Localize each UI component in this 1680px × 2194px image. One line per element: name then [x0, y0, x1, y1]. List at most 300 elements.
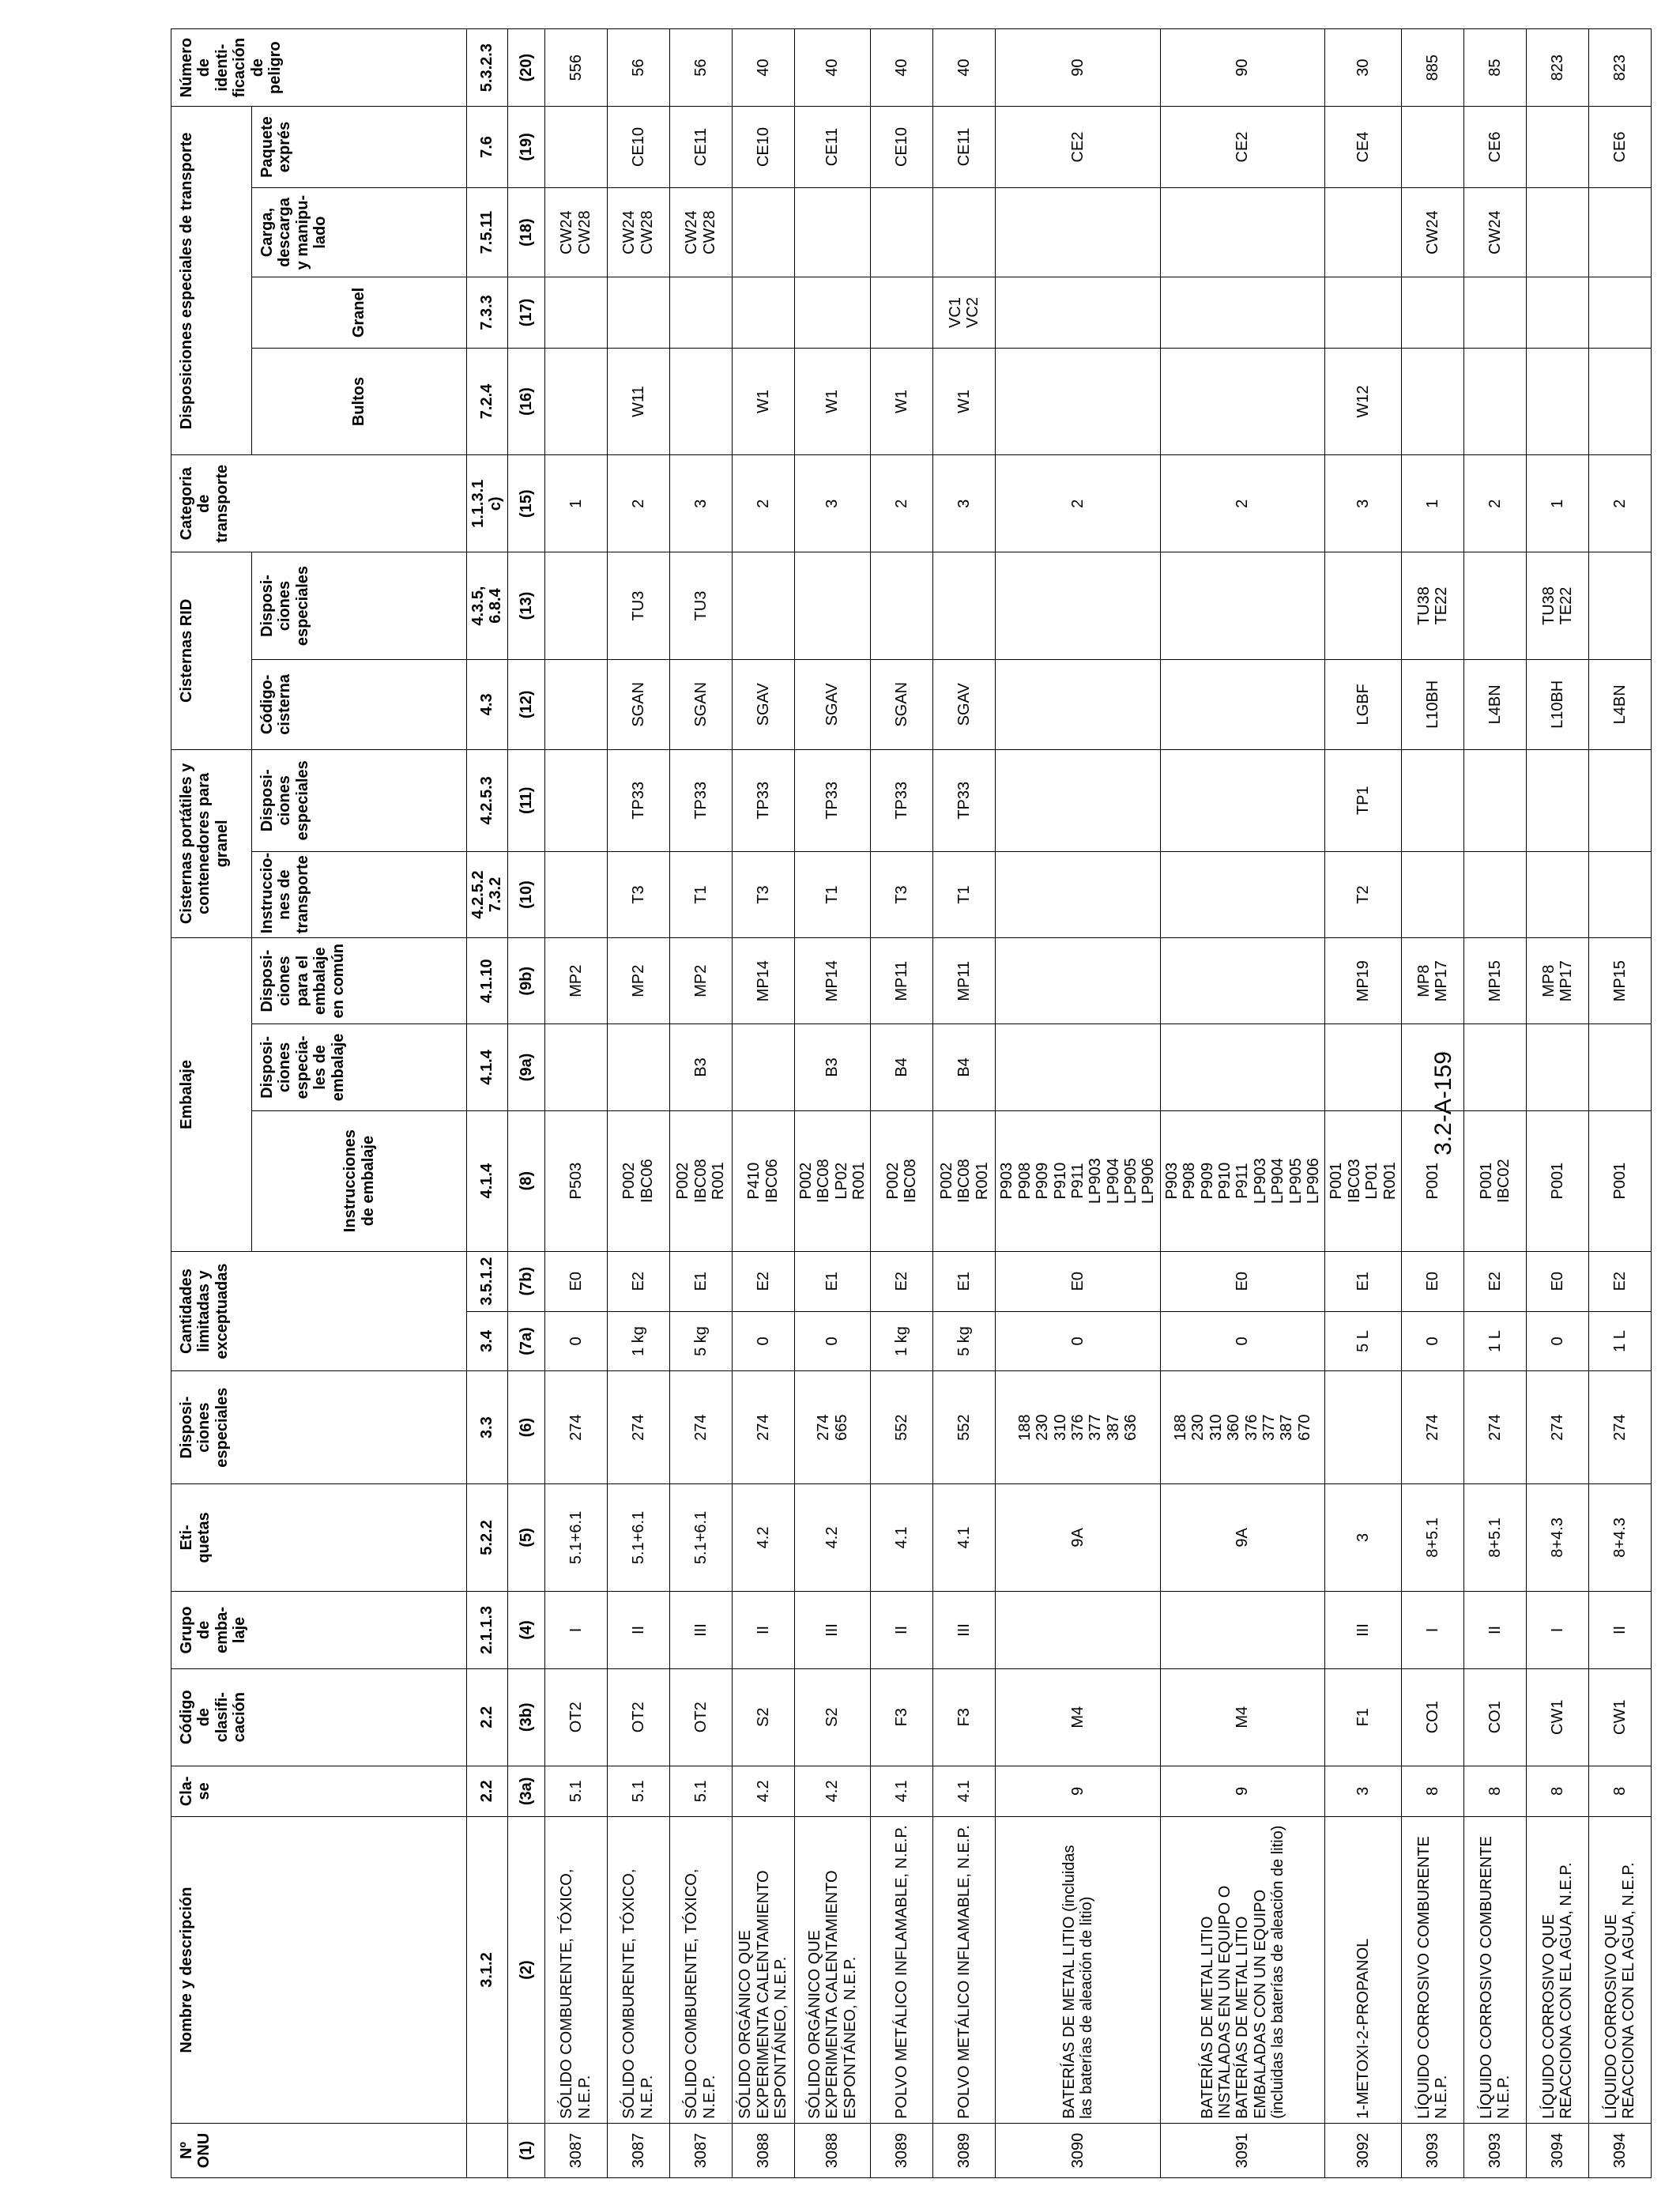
- table-cell: CO1: [1463, 1668, 1526, 1766]
- table-cell: P002 IBC08 R001: [933, 1110, 996, 1251]
- column-number-cell: (3a): [507, 1766, 544, 1817]
- table-cell: 9A: [996, 1483, 1161, 1591]
- table-cell: 8: [1463, 1766, 1526, 1817]
- header-clase: Cla- se: [171, 1766, 467, 1817]
- header-categoria: Categoria de transporte: [171, 455, 467, 552]
- table-cell: [1160, 552, 1325, 660]
- table-cell: [996, 277, 1161, 348]
- table-cell: TU38 TE22: [1526, 552, 1588, 660]
- table-cell: B3: [669, 1024, 732, 1110]
- table-cell: 4.2: [732, 1483, 794, 1591]
- column-number-cell: (11): [507, 749, 544, 851]
- table-cell: [732, 277, 794, 348]
- column-number-cell: (17): [507, 277, 544, 348]
- table-cell: 90: [1160, 29, 1325, 107]
- table-cell: 3: [1325, 455, 1402, 552]
- column-number-row: [507, 29, 544, 2178]
- table-cell: E0: [544, 1251, 607, 1311]
- table-cell: 1 L: [1588, 1311, 1651, 1371]
- un-number-cell: 3087: [607, 2123, 669, 2177]
- table-cell: [669, 348, 732, 455]
- table-cell: OT2: [544, 1668, 607, 1766]
- table-cell: [544, 1024, 607, 1110]
- column-number-cell: (13): [507, 552, 544, 660]
- table-cell: [1325, 1024, 1402, 1110]
- table-cell: [544, 552, 607, 660]
- table-row: [1463, 29, 1526, 2178]
- table-cell: 3: [1325, 1766, 1402, 1817]
- table-cell: II: [1588, 1591, 1651, 1668]
- table-cell: 5 L: [1325, 1311, 1402, 1371]
- table-cell: 3: [933, 455, 996, 552]
- table-cell: E2: [1588, 1251, 1651, 1311]
- header-disp-esp-rid: Disposi- ciones especiales: [252, 552, 467, 660]
- table-cell: MP2: [607, 938, 669, 1024]
- table-cell: E1: [669, 1251, 732, 1311]
- table-cell: 8: [1401, 1766, 1463, 1817]
- table-cell: 885: [1401, 29, 1463, 107]
- table-cell: 8+5.1: [1401, 1483, 1463, 1591]
- table-cell: 40: [871, 29, 933, 107]
- table-cell: 0: [732, 1311, 794, 1371]
- reference-cell: 3.3: [467, 1371, 508, 1484]
- header-un-no: Nº ONU: [171, 2123, 467, 2177]
- table-cell: MP8 MP17: [1526, 938, 1588, 1024]
- table-cell: II: [1463, 1591, 1526, 1668]
- table-cell: CE4: [1325, 107, 1402, 188]
- table-cell: 9: [996, 1766, 1161, 1817]
- table-row: [1526, 29, 1588, 2178]
- table-cell: MP11: [933, 938, 996, 1024]
- table-cell: II: [607, 1591, 669, 1668]
- name-cell: SÓLIDO ORGÁNICO QUE EXPERIMENTA CALENTAMIENTO ESPONTÁNEO, N.E.P.: [732, 1817, 794, 2124]
- table-cell: [996, 348, 1161, 455]
- table-cell: T2: [1325, 851, 1402, 937]
- header-cisternas-rid: Cisternas RID: [171, 552, 252, 750]
- reference-cell: 3.5.1.2: [467, 1251, 508, 1311]
- table-cell: 0: [794, 1311, 871, 1371]
- table-cell: [871, 552, 933, 660]
- rotated-page: [161, 0, 1637, 2194]
- table-cell: E2: [871, 1251, 933, 1311]
- table-cell: [1588, 187, 1651, 277]
- table-cell: P002 IBC08 R001: [669, 1110, 732, 1251]
- header-name: Nombre y descripción: [171, 1817, 467, 2124]
- table-cell: 274 665: [794, 1371, 871, 1484]
- table-cell: I: [1526, 1591, 1588, 1668]
- table-cell: [669, 277, 732, 348]
- table-cell: P503: [544, 1110, 607, 1251]
- column-number-cell: (9b): [507, 938, 544, 1024]
- un-number-cell: 3091: [1160, 2123, 1325, 2177]
- table-cell: 5.1+6.1: [544, 1483, 607, 1591]
- table-cell: 1: [544, 455, 607, 552]
- table-cell: [1325, 552, 1402, 660]
- table-cell: M4: [1160, 1668, 1325, 1766]
- table-cell: 1: [1401, 455, 1463, 552]
- table-cell: W1: [732, 348, 794, 455]
- table-cell: 274: [544, 1371, 607, 1484]
- name-cell: LÍQUIDO CORROSIVO COMBURENTE N.E.P.: [1401, 1817, 1463, 2124]
- table-cell: B4: [933, 1024, 996, 1110]
- table-cell: P002 IBC08: [871, 1110, 933, 1251]
- table-cell: [1588, 348, 1651, 455]
- table-cell: SGAV: [732, 660, 794, 750]
- table-cell: [1325, 187, 1402, 277]
- table-cell: L4BN: [1588, 660, 1651, 750]
- table-cell: 274: [1401, 1371, 1463, 1484]
- table-cell: [996, 749, 1161, 851]
- name-cell: BATERÍAS DE METAL LITIO (incluidas las baterías de aleación de litio): [996, 1817, 1161, 2124]
- table-cell: P002 IBC06: [607, 1110, 669, 1251]
- table-cell: TU3: [607, 552, 669, 660]
- reference-cell: 7.5.11: [467, 187, 508, 277]
- table-cell: P001 IBC03 LP01 R001: [1325, 1110, 1402, 1251]
- table-cell: 188 230 310 376 377 387 636: [996, 1371, 1161, 1484]
- table-cell: [1463, 851, 1526, 937]
- table-cell: [1463, 277, 1526, 348]
- table-cell: TP33: [669, 749, 732, 851]
- table-cell: MP11: [871, 938, 933, 1024]
- un-number-cell: 3088: [794, 2123, 871, 2177]
- un-number-cell: 3089: [871, 2123, 933, 2177]
- header-instr-transporte: Instruccio- nes de transporte: [252, 851, 467, 937]
- table-cell: 40: [732, 29, 794, 107]
- table-cell: SGAN: [607, 660, 669, 750]
- name-cell: SÓLIDO COMBURENTE, TÓXICO, N.E.P.: [544, 1817, 607, 2124]
- table-row: [1588, 29, 1651, 2178]
- table-cell: MP14: [732, 938, 794, 1024]
- table-cell: 4.1: [871, 1766, 933, 1817]
- table-cell: [1526, 187, 1588, 277]
- table-cell: 4.2: [794, 1483, 871, 1591]
- table-cell: I: [544, 1591, 607, 1668]
- un-number-cell: 3092: [1325, 2123, 1402, 2177]
- table-cell: 4.2: [794, 1766, 871, 1817]
- reference-cell: 5.2.2: [467, 1483, 508, 1591]
- table-cell: 2: [1463, 455, 1526, 552]
- table-cell: I: [1401, 1591, 1463, 1668]
- table-cell: 5.1: [544, 1766, 607, 1817]
- header-carga: Carga, descarga y manipu- lado: [252, 187, 467, 277]
- table-cell: [1160, 938, 1325, 1024]
- header-granel: Granel: [252, 277, 467, 348]
- column-number-cell: (7a): [507, 1311, 544, 1371]
- table-cell: 556: [544, 29, 607, 107]
- table-cell: CE6: [1463, 107, 1526, 188]
- table-row: [669, 29, 732, 2178]
- table-cell: 0: [1401, 1311, 1463, 1371]
- table-cell: [1526, 749, 1588, 851]
- table-cell: CW1: [1588, 1668, 1651, 1766]
- table-cell: 40: [794, 29, 871, 107]
- table-cell: MP8 MP17: [1401, 938, 1463, 1024]
- table-cell: 3: [794, 455, 871, 552]
- table-cell: S2: [794, 1668, 871, 1766]
- column-number-cell: (4): [507, 1591, 544, 1668]
- table-cell: 9: [1160, 1766, 1325, 1817]
- un-number-cell: 3088: [732, 2123, 794, 2177]
- table-cell: B3: [794, 1024, 871, 1110]
- table-cell: 2: [1588, 455, 1651, 552]
- table-cell: II: [871, 1591, 933, 1668]
- table-cell: [1588, 851, 1651, 937]
- table-cell: M4: [996, 1668, 1161, 1766]
- table-cell: F3: [871, 1668, 933, 1766]
- reference-cell: 4.2.5.3: [467, 749, 508, 851]
- table-cell: III: [794, 1591, 871, 1668]
- un-number-cell: 3087: [544, 2123, 607, 2177]
- table-cell: [996, 187, 1161, 277]
- table-cell: W1: [871, 348, 933, 455]
- table-cell: 5.1+6.1: [669, 1483, 732, 1591]
- column-number-cell: (1): [507, 2123, 544, 2177]
- table-row: [871, 29, 933, 2178]
- column-number-cell: (9a): [507, 1024, 544, 1110]
- table-cell: 90: [996, 29, 1161, 107]
- table-cell: 9A: [1160, 1483, 1325, 1591]
- table-cell: CW24: [1401, 187, 1463, 277]
- table-cell: E2: [732, 1251, 794, 1311]
- header-cisternas-portatiles: Cisternas portátiles y contenedores para granel: [171, 749, 252, 937]
- reference-cell: 2.2: [467, 1766, 508, 1817]
- table-cell: 0: [544, 1311, 607, 1371]
- table-cell: MP15: [1463, 938, 1526, 1024]
- table-cell: [1588, 552, 1651, 660]
- table-cell: MP2: [669, 938, 732, 1024]
- table-cell: L10BH: [1401, 660, 1463, 750]
- column-number-cell: (12): [507, 660, 544, 750]
- table-cell: P001: [1401, 1110, 1463, 1251]
- table-cell: 274: [607, 1371, 669, 1484]
- name-cell: SÓLIDO ORGÁNICO QUE EXPERIMENTA CALENTAMIENTO ESPONTÁNEO, N.E.P.: [794, 1817, 871, 2124]
- table-cell: [794, 552, 871, 660]
- table-cell: CE11: [933, 107, 996, 188]
- table-cell: 3: [669, 455, 732, 552]
- table-cell: [1325, 277, 1402, 348]
- column-number-cell: (8): [507, 1110, 544, 1251]
- un-number-cell: 3089: [933, 2123, 996, 2177]
- table-cell: MP19: [1325, 938, 1402, 1024]
- table-cell: 0: [1526, 1311, 1588, 1371]
- table-cell: [996, 1591, 1161, 1668]
- table-cell: T3: [607, 851, 669, 937]
- table-cell: 823: [1526, 29, 1588, 107]
- table-cell: P903 P908 P909 P910 P911 LP903 LP904 LP905 LP906: [1160, 1110, 1325, 1251]
- name-cell: BATERÍAS DE METAL LITIO INSTALADAS EN UN EQUIPO O BATERÍAS DE METAL LITIO EMBALADAS CON UN EQUIPO (incluidas las baterías de aleación de litio): [1160, 1817, 1325, 2124]
- un-number-cell: 3094: [1588, 2123, 1651, 2177]
- table-cell: 85: [1463, 29, 1526, 107]
- header-grupo: Grupo de emba- laje: [171, 1591, 467, 1668]
- table-cell: [732, 1024, 794, 1110]
- table-cell: 274: [1588, 1371, 1651, 1484]
- table-cell: 8+5.1: [1463, 1483, 1526, 1591]
- column-number-cell: (3b): [507, 1668, 544, 1766]
- table-cell: E2: [607, 1251, 669, 1311]
- table-cell: [933, 552, 996, 660]
- table-cell: 4.1: [933, 1483, 996, 1591]
- table-cell: L4BN: [1463, 660, 1526, 750]
- table-cell: TU3: [669, 552, 732, 660]
- table-cell: [996, 552, 1161, 660]
- reference-row: [467, 29, 508, 2178]
- reference-cell: 4.3: [467, 660, 508, 750]
- table-cell: 40: [933, 29, 996, 107]
- table-cell: [1160, 749, 1325, 851]
- table-cell: 2: [1160, 455, 1325, 552]
- un-number-cell: 3090: [996, 2123, 1161, 2177]
- table-cell: [732, 187, 794, 277]
- table-cell: 552: [871, 1371, 933, 1484]
- table-cell: 3: [1325, 1483, 1402, 1591]
- un-number-cell: 3094: [1526, 2123, 1588, 2177]
- table-cell: [1526, 851, 1588, 937]
- table-cell: [607, 277, 669, 348]
- name-cell: POLVO METÁLICO INFLAMABLE, N.E.P.: [871, 1817, 933, 2124]
- column-number-cell: (18): [507, 187, 544, 277]
- table-cell: 56: [669, 29, 732, 107]
- table-cell: 188 230 310 360 376 377 387 670: [1160, 1371, 1325, 1484]
- table-cell: 5.1+6.1: [607, 1483, 669, 1591]
- table-cell: [1588, 749, 1651, 851]
- table-cell: [996, 1024, 1161, 1110]
- table-cell: CE6: [1588, 107, 1651, 188]
- un-number-cell: 3087: [669, 2123, 732, 2177]
- reference-cell: 1.1.3.1 c): [467, 455, 508, 552]
- reference-cell: 2.1.1.3: [467, 1591, 508, 1668]
- table-row: [794, 29, 871, 2178]
- table-row: [607, 29, 669, 2178]
- table-cell: B4: [871, 1024, 933, 1110]
- table-cell: 8: [1526, 1766, 1588, 1817]
- table-cell: W12: [1325, 348, 1402, 455]
- table-cell: [1160, 851, 1325, 937]
- table-cell: TP33: [871, 749, 933, 851]
- un-number-cell: 3093: [1401, 2123, 1463, 2177]
- table-cell: CE2: [996, 107, 1161, 188]
- column-number-cell: (16): [507, 348, 544, 455]
- name-cell: SÓLIDO COMBURENTE, TÓXICO, N.E.P.: [607, 1817, 669, 2124]
- table-cell: CW24 CW28: [607, 187, 669, 277]
- header-disp-esp-cp: Disposi- ciones especiales: [252, 749, 467, 851]
- reference-cell: 4.3.5, 6.8.4: [467, 552, 508, 660]
- table-cell: [1160, 1591, 1325, 1668]
- table-cell: [1160, 277, 1325, 348]
- table-cell: 1 L: [1463, 1311, 1526, 1371]
- page-number: 3.2-A-159: [1430, 1051, 1456, 1155]
- table-cell: 1 kg: [607, 1311, 669, 1371]
- table-cell: [1526, 107, 1588, 188]
- table-cell: 4.1: [933, 1766, 996, 1817]
- column-number-cell: (20): [507, 29, 544, 107]
- table-cell: 8: [1588, 1766, 1651, 1817]
- reference-cell: [467, 2123, 508, 2177]
- table-cell: MP15: [1588, 938, 1651, 1024]
- table-cell: [544, 660, 607, 750]
- table-cell: T1: [933, 851, 996, 937]
- table-cell: III: [933, 1591, 996, 1668]
- name-cell: 1-METOXI-2-PROPANOL: [1325, 1817, 1402, 2124]
- table-cell: P001: [1526, 1110, 1588, 1251]
- table-cell: SGAV: [794, 660, 871, 750]
- column-number-cell: (2): [507, 1817, 544, 2124]
- reference-cell: 3.4: [467, 1311, 508, 1371]
- table-cell: P002 IBC08 LP02 R001: [794, 1110, 871, 1251]
- table-cell: P001: [1588, 1110, 1651, 1251]
- table-cell: [794, 277, 871, 348]
- un-number-cell: 3093: [1463, 2123, 1526, 2177]
- table-cell: CE11: [794, 107, 871, 188]
- table-cell: CW24 CW28: [544, 187, 607, 277]
- table-cell: 8+4.3: [1526, 1483, 1588, 1591]
- header-disp-esp-embalaje: Disposi- ciones especia- les de embalaje: [252, 1024, 467, 1110]
- table-cell: T3: [732, 851, 794, 937]
- reference-cell: 2.2: [467, 1668, 508, 1766]
- table-cell: P903 P908 P909 P910 P911 LP903 LP904 LP905 LP906: [996, 1110, 1161, 1251]
- table-cell: [996, 938, 1161, 1024]
- table-cell: MP2: [544, 938, 607, 1024]
- table-cell: TP1: [1325, 749, 1402, 851]
- table-cell: L10BH: [1526, 660, 1588, 750]
- table-row: [544, 29, 607, 2178]
- table-cell: 5.1: [607, 1766, 669, 1817]
- table-cell: [1463, 552, 1526, 660]
- table-cell: 2: [871, 455, 933, 552]
- column-number-cell: (6): [507, 1371, 544, 1484]
- table-cell: CE10: [607, 107, 669, 188]
- table-cell: [871, 277, 933, 348]
- reference-cell: 4.1.10: [467, 938, 508, 1024]
- table-cell: TP33: [732, 749, 794, 851]
- column-number-cell: (7b): [507, 1251, 544, 1311]
- table-cell: [1463, 749, 1526, 851]
- header-cantidades: Cantidades limitadas y exceptuadas: [171, 1251, 467, 1371]
- table-cell: F1: [1325, 1668, 1402, 1766]
- header-disp-especiales: Disposi- ciones especiales: [171, 1371, 467, 1484]
- name-cell: SÓLIDO COMBURENTE, TÓXICO, N.E.P.: [669, 1817, 732, 2124]
- table-cell: III: [669, 1591, 732, 1668]
- table-cell: [871, 187, 933, 277]
- table-cell: 0: [1160, 1311, 1325, 1371]
- header-embalaje: Embalaje: [171, 938, 252, 1252]
- name-cell: LÍQUIDO CORROSIVO COMBURENTE N.E.P.: [1463, 1817, 1526, 2124]
- table-cell: CW24: [1463, 187, 1526, 277]
- table-cell: CE11: [669, 107, 732, 188]
- table-cell: [607, 1024, 669, 1110]
- table-cell: E0: [1526, 1251, 1588, 1311]
- table-cell: [1160, 660, 1325, 750]
- table-cell: E1: [933, 1251, 996, 1311]
- table-cell: S2: [732, 1668, 794, 1766]
- table-cell: E0: [1160, 1251, 1325, 1311]
- table-cell: TP33: [933, 749, 996, 851]
- reference-cell: 7.6: [467, 107, 508, 188]
- table-cell: TP33: [607, 749, 669, 851]
- table-cell: III: [1325, 1591, 1402, 1668]
- table-cell: CE10: [871, 107, 933, 188]
- table-cell: MP14: [794, 938, 871, 1024]
- table-cell: 2: [607, 455, 669, 552]
- reference-cell: 4.1.4: [467, 1110, 508, 1251]
- name-cell: LÍQUIDO CORROSIVO QUE REACCIONA CON EL AGUA, N.E.P.: [1526, 1817, 1588, 2124]
- table-cell: [732, 552, 794, 660]
- table-cell: [1160, 348, 1325, 455]
- table-cell: [1160, 1024, 1325, 1110]
- table-cell: 2: [732, 455, 794, 552]
- reference-cell: 7.2.4: [467, 348, 508, 455]
- table-cell: 274: [1463, 1371, 1526, 1484]
- header-disp-transporte: Disposiciones especiales de transporte: [171, 107, 252, 455]
